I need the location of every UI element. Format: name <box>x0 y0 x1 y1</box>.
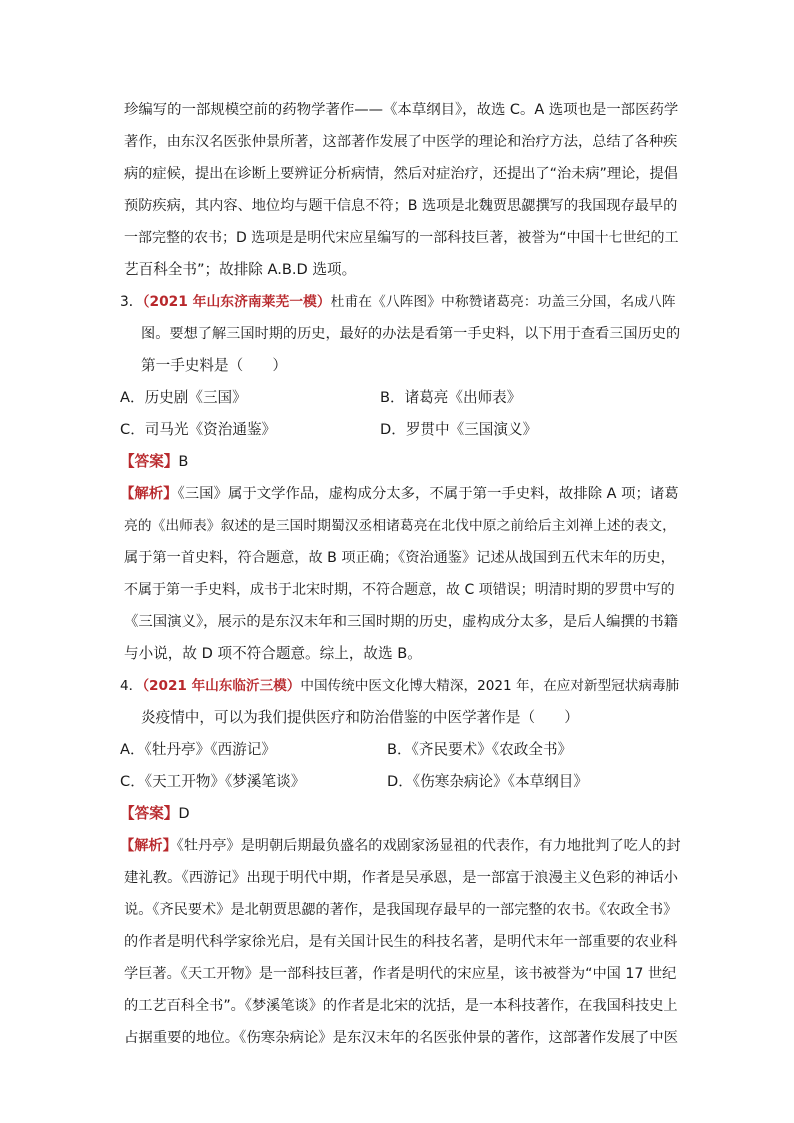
lead-line-1: 珍编写的一部规模空前的药物学著作——《本草纲目》，故选 C。A 选项也是一部医药学 <box>124 102 679 118</box>
lead-line-6: 艺百科全书”；故排除 A.B.D 选项。 <box>124 261 357 278</box>
q3-analysis-line-4: 不属于第一手史料，成书于北宋时期，不符合题意，故 C 项错误；明清时期的罗贯中写的 <box>124 582 675 598</box>
q3-answer-value: B <box>178 453 189 470</box>
q3-answer <box>120 450 188 474</box>
q4-number: 4． <box>120 678 143 694</box>
q4-answer-value: D <box>178 805 190 822</box>
q4-analysis-line-5: 学巨著。《天工开物》是一部科技巨著，作者是明代的宋应星，该书被誉为“中国 17 世纪 <box>124 966 677 982</box>
q4-answer-label: 【答案】 <box>120 805 179 822</box>
q3-stem-line-2: 图。要想了解三国时期的历史，最好的办法是看第一手史料，以下用于查看三国历史的 <box>141 326 681 342</box>
q4-analysis-line-4: 的作者是明代科学家徐光启，是有关国计民生的科技名著，是明代末年一部重要的农业科 <box>124 934 678 950</box>
q3-source: （2021 年山东济南莱芜一模） <box>142 294 331 310</box>
q3-stem-text-1: 杜甫在《八阵图》中称赞诸葛亮：功盖三分国，名成八阵 <box>330 294 676 310</box>
q4-analysis-line-1 <box>120 834 680 858</box>
q3-analysis-line-2: 亮的《出师表》叙述的是三国时期蜀汉丞相诸葛亮在北伐中原之前给后主刘禅上述的表文， <box>124 518 676 534</box>
q3-option-b: B．诸葛亮《出师表》 <box>380 389 522 406</box>
lead-line-4: 预防疾病，其内容、地位均与题干信息不符；B 选项是北魏贾思勰撰写的我国现存最早的 <box>124 198 678 214</box>
q3-stem-line-3: 第一手史料是（ ） <box>141 357 287 374</box>
q3-analysis-line-1 <box>120 482 679 506</box>
q3-analysis-text-1: 《三国》属于文学作品，虚构成分太多，不属于第一手史料，故排除 A 项；诸葛 <box>177 486 679 502</box>
q4-option-a: A．《牡丹亭》《西游记》 <box>120 741 276 758</box>
q4-analysis-line-3: 说。《齐民要术》是北朝贾思勰的著作，是我国现存最早的一部完整的农书。《农政全书》 <box>124 902 678 918</box>
q3-analysis-label: 【解析】 <box>120 486 178 502</box>
q3-number: 3． <box>120 294 143 310</box>
lead-line-2: 著作，由东汉名医张仲景所著，这部著作发展了中医学的理论和治疗方法，总结了各种疾 <box>124 134 678 150</box>
q3-option-d: D．罗贯中《三国演义》 <box>380 421 538 438</box>
q3-stem-line-1 <box>120 290 676 314</box>
q3-option-a: A．历史剧《三国》 <box>120 389 247 406</box>
q4-answer <box>120 802 190 826</box>
q4-option-d: D．《伤寒杂病论》《本草纲目》 <box>387 773 588 790</box>
lead-line-3: 病的症候，提出在诊断上要辨证分析病情，然后对症治疗，还提出了“治未病”理论，提倡 <box>124 166 678 182</box>
q4-analysis-line-2: 建礼教。《西游记》出现于明代中期，作者是吴承恩，是一部富于浪漫主义色彩的神话小 <box>124 870 679 886</box>
q3-analysis-line-5: 《三国演义》，展示的是东汉末年和三国时期的历史，虚构成分太多，是后人编撰的书籍 <box>124 614 679 630</box>
q4-source: （2021 年山东临沂三模） <box>142 678 301 694</box>
q4-stem-line-2: 炎疫情中，可以为我们提供医疗和防治借鉴的中医学著作是（ ） <box>141 709 579 726</box>
q3-answer-label: 【答案】 <box>120 453 179 470</box>
q3-analysis-line-6: 与小说，故 D 项不符合题意。综上，故选 B。 <box>124 645 422 662</box>
lead-line-5: 一部完整的农书；D 选项是是明代宋应星编写的一部科技巨著，被誉为“中国十七世纪的工 <box>124 230 679 246</box>
q4-stem-line-1 <box>120 674 679 698</box>
q3-analysis-line-3: 属于第一首史料，符合题意，故 B 项正确；《资治通鉴》记述从战国到五代末年的历史， <box>124 550 675 566</box>
q4-analysis-line-6: 的工艺百科全书”。《梦溪笔谈》的作者是北宋的沈括，是一本科技著作，在我国科技史上 <box>124 998 678 1014</box>
q4-analysis-text-1: 《牡丹亭》是明朝后期最负盛名的戏剧家汤显祖的代表作，有力地批判了吃人的封 <box>176 838 681 854</box>
q4-option-c: C．《天工开物》《梦溪笔谈》 <box>120 773 306 790</box>
q4-analysis-line-7: 占据重要的地位。《伤寒杂病论》是东汉末年的名医张仲景的著作，这部著作发展了中医 <box>124 1030 679 1046</box>
q4-analysis-label: 【解析】 <box>120 838 177 854</box>
q4-option-b: B．《齐民要术》《农政全书》 <box>387 741 573 758</box>
q4-stem-text-1: 中国传统中医文化博大精深，2021 年，在应对新型冠状病毒肺 <box>300 678 680 694</box>
q3-option-c: C．司马光《资治通鉴》 <box>120 421 277 438</box>
